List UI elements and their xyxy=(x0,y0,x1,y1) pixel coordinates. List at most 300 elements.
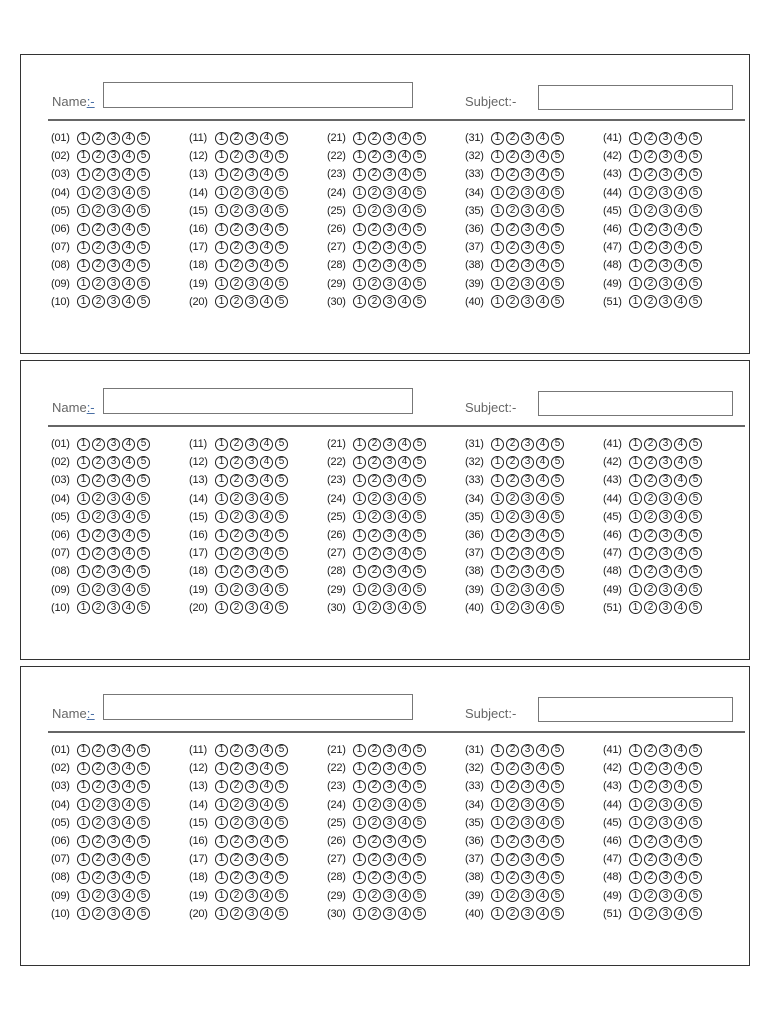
answer-bubble-2[interactable]: 2 xyxy=(230,186,243,199)
answer-bubble-2[interactable]: 2 xyxy=(368,798,381,811)
answer-bubble-4[interactable]: 4 xyxy=(398,907,411,920)
answer-bubble-1[interactable]: 1 xyxy=(629,835,642,848)
answer-bubble-4[interactable]: 4 xyxy=(536,132,549,145)
answer-bubble-5[interactable]: 5 xyxy=(137,529,150,542)
answer-bubble-3[interactable]: 3 xyxy=(383,204,396,217)
answer-bubble-1[interactable]: 1 xyxy=(491,744,504,757)
answer-bubble-4[interactable]: 4 xyxy=(674,132,687,145)
answer-bubble-5[interactable]: 5 xyxy=(551,780,564,793)
answer-bubble-2[interactable]: 2 xyxy=(230,492,243,505)
answer-bubble-1[interactable]: 1 xyxy=(77,295,90,308)
answer-bubble-3[interactable]: 3 xyxy=(245,762,258,775)
answer-bubble-3[interactable]: 3 xyxy=(659,241,672,254)
answer-bubble-2[interactable]: 2 xyxy=(230,150,243,163)
answer-bubble-2[interactable]: 2 xyxy=(92,241,105,254)
answer-bubble-2[interactable]: 2 xyxy=(230,474,243,487)
answer-bubble-2[interactable]: 2 xyxy=(92,186,105,199)
answer-bubble-1[interactable]: 1 xyxy=(77,547,90,560)
answer-bubble-4[interactable]: 4 xyxy=(260,204,273,217)
answer-bubble-4[interactable]: 4 xyxy=(536,186,549,199)
answer-bubble-4[interactable]: 4 xyxy=(536,889,549,902)
answer-bubble-2[interactable]: 2 xyxy=(368,259,381,272)
answer-bubble-5[interactable]: 5 xyxy=(275,168,288,181)
answer-bubble-3[interactable]: 3 xyxy=(659,438,672,451)
answer-bubble-4[interactable]: 4 xyxy=(398,168,411,181)
answer-bubble-4[interactable]: 4 xyxy=(398,456,411,469)
answer-bubble-4[interactable]: 4 xyxy=(536,438,549,451)
answer-bubble-1[interactable]: 1 xyxy=(491,223,504,236)
answer-bubble-4[interactable]: 4 xyxy=(122,889,135,902)
answer-bubble-4[interactable]: 4 xyxy=(122,277,135,290)
answer-bubble-4[interactable]: 4 xyxy=(536,583,549,596)
answer-bubble-5[interactable]: 5 xyxy=(551,853,564,866)
answer-bubble-4[interactable]: 4 xyxy=(398,150,411,163)
answer-bubble-5[interactable]: 5 xyxy=(275,223,288,236)
answer-bubble-1[interactable]: 1 xyxy=(629,529,642,542)
answer-bubble-1[interactable]: 1 xyxy=(353,223,366,236)
answer-bubble-4[interactable]: 4 xyxy=(674,583,687,596)
answer-bubble-5[interactable]: 5 xyxy=(275,565,288,578)
answer-bubble-1[interactable]: 1 xyxy=(491,241,504,254)
answer-bubble-1[interactable]: 1 xyxy=(215,223,228,236)
answer-bubble-4[interactable]: 4 xyxy=(260,529,273,542)
answer-bubble-1[interactable]: 1 xyxy=(491,150,504,163)
answer-bubble-1[interactable]: 1 xyxy=(629,150,642,163)
answer-bubble-1[interactable]: 1 xyxy=(353,241,366,254)
answer-bubble-3[interactable]: 3 xyxy=(659,601,672,614)
answer-bubble-5[interactable]: 5 xyxy=(689,241,702,254)
answer-bubble-5[interactable]: 5 xyxy=(689,492,702,505)
answer-bubble-1[interactable]: 1 xyxy=(629,168,642,181)
answer-bubble-1[interactable]: 1 xyxy=(77,474,90,487)
answer-bubble-1[interactable]: 1 xyxy=(353,204,366,217)
answer-bubble-3[interactable]: 3 xyxy=(245,456,258,469)
answer-bubble-2[interactable]: 2 xyxy=(230,223,243,236)
answer-bubble-4[interactable]: 4 xyxy=(398,583,411,596)
answer-bubble-1[interactable]: 1 xyxy=(491,853,504,866)
answer-bubble-5[interactable]: 5 xyxy=(551,132,564,145)
answer-bubble-4[interactable]: 4 xyxy=(122,474,135,487)
answer-bubble-2[interactable]: 2 xyxy=(368,816,381,829)
answer-bubble-2[interactable]: 2 xyxy=(368,223,381,236)
answer-bubble-4[interactable]: 4 xyxy=(536,295,549,308)
answer-bubble-1[interactable]: 1 xyxy=(491,529,504,542)
answer-bubble-5[interactable]: 5 xyxy=(689,816,702,829)
answer-bubble-5[interactable]: 5 xyxy=(551,798,564,811)
answer-bubble-3[interactable]: 3 xyxy=(659,474,672,487)
answer-bubble-3[interactable]: 3 xyxy=(245,547,258,560)
answer-bubble-5[interactable]: 5 xyxy=(137,456,150,469)
answer-bubble-3[interactable]: 3 xyxy=(107,529,120,542)
answer-bubble-3[interactable]: 3 xyxy=(659,835,672,848)
answer-bubble-5[interactable]: 5 xyxy=(137,259,150,272)
answer-bubble-1[interactable]: 1 xyxy=(215,798,228,811)
answer-bubble-2[interactable]: 2 xyxy=(368,241,381,254)
answer-bubble-3[interactable]: 3 xyxy=(521,529,534,542)
answer-bubble-4[interactable]: 4 xyxy=(674,744,687,757)
answer-bubble-2[interactable]: 2 xyxy=(506,492,519,505)
answer-bubble-5[interactable]: 5 xyxy=(137,565,150,578)
answer-bubble-2[interactable]: 2 xyxy=(92,835,105,848)
answer-bubble-3[interactable]: 3 xyxy=(383,529,396,542)
answer-bubble-5[interactable]: 5 xyxy=(413,547,426,560)
answer-bubble-5[interactable]: 5 xyxy=(275,583,288,596)
answer-bubble-3[interactable]: 3 xyxy=(245,223,258,236)
answer-bubble-4[interactable]: 4 xyxy=(122,835,135,848)
answer-bubble-3[interactable]: 3 xyxy=(521,762,534,775)
answer-bubble-5[interactable]: 5 xyxy=(413,816,426,829)
answer-bubble-1[interactable]: 1 xyxy=(215,853,228,866)
answer-bubble-5[interactable]: 5 xyxy=(689,438,702,451)
answer-bubble-4[interactable]: 4 xyxy=(260,259,273,272)
answer-bubble-2[interactable]: 2 xyxy=(644,277,657,290)
answer-bubble-5[interactable]: 5 xyxy=(275,241,288,254)
answer-bubble-4[interactable]: 4 xyxy=(536,529,549,542)
answer-bubble-4[interactable]: 4 xyxy=(674,295,687,308)
answer-bubble-2[interactable]: 2 xyxy=(506,798,519,811)
answer-bubble-5[interactable]: 5 xyxy=(413,241,426,254)
answer-bubble-5[interactable]: 5 xyxy=(689,547,702,560)
answer-bubble-1[interactable]: 1 xyxy=(629,510,642,523)
answer-bubble-3[interactable]: 3 xyxy=(659,492,672,505)
answer-bubble-2[interactable]: 2 xyxy=(230,456,243,469)
answer-bubble-1[interactable]: 1 xyxy=(353,492,366,505)
answer-bubble-5[interactable]: 5 xyxy=(689,474,702,487)
answer-bubble-5[interactable]: 5 xyxy=(551,492,564,505)
answer-bubble-5[interactable]: 5 xyxy=(275,492,288,505)
answer-bubble-1[interactable]: 1 xyxy=(629,132,642,145)
answer-bubble-1[interactable]: 1 xyxy=(353,871,366,884)
answer-bubble-3[interactable]: 3 xyxy=(383,223,396,236)
answer-bubble-5[interactable]: 5 xyxy=(551,186,564,199)
answer-bubble-2[interactable]: 2 xyxy=(644,744,657,757)
answer-bubble-1[interactable]: 1 xyxy=(629,871,642,884)
answer-bubble-5[interactable]: 5 xyxy=(413,907,426,920)
answer-bubble-3[interactable]: 3 xyxy=(107,907,120,920)
answer-bubble-5[interactable]: 5 xyxy=(275,150,288,163)
answer-bubble-4[interactable]: 4 xyxy=(260,186,273,199)
answer-bubble-3[interactable]: 3 xyxy=(383,259,396,272)
answer-bubble-1[interactable]: 1 xyxy=(353,601,366,614)
answer-bubble-4[interactable]: 4 xyxy=(122,186,135,199)
answer-bubble-5[interactable]: 5 xyxy=(413,565,426,578)
answer-bubble-2[interactable]: 2 xyxy=(230,744,243,757)
name-field[interactable] xyxy=(103,388,413,414)
answer-bubble-5[interactable]: 5 xyxy=(275,295,288,308)
answer-bubble-5[interactable]: 5 xyxy=(275,186,288,199)
answer-bubble-5[interactable]: 5 xyxy=(413,762,426,775)
answer-bubble-3[interactable]: 3 xyxy=(383,132,396,145)
answer-bubble-1[interactable]: 1 xyxy=(353,259,366,272)
answer-bubble-4[interactable]: 4 xyxy=(260,835,273,848)
answer-bubble-4[interactable]: 4 xyxy=(536,601,549,614)
answer-bubble-1[interactable]: 1 xyxy=(77,259,90,272)
answer-bubble-4[interactable]: 4 xyxy=(260,492,273,505)
answer-bubble-1[interactable]: 1 xyxy=(77,132,90,145)
answer-bubble-5[interactable]: 5 xyxy=(137,186,150,199)
answer-bubble-5[interactable]: 5 xyxy=(413,456,426,469)
answer-bubble-1[interactable]: 1 xyxy=(77,168,90,181)
answer-bubble-5[interactable]: 5 xyxy=(689,150,702,163)
answer-bubble-4[interactable]: 4 xyxy=(536,150,549,163)
answer-bubble-1[interactable]: 1 xyxy=(215,547,228,560)
answer-bubble-2[interactable]: 2 xyxy=(368,853,381,866)
answer-bubble-3[interactable]: 3 xyxy=(245,492,258,505)
answer-bubble-5[interactable]: 5 xyxy=(413,744,426,757)
answer-bubble-3[interactable]: 3 xyxy=(521,835,534,848)
answer-bubble-2[interactable]: 2 xyxy=(368,744,381,757)
answer-bubble-2[interactable]: 2 xyxy=(506,601,519,614)
answer-bubble-5[interactable]: 5 xyxy=(275,762,288,775)
answer-bubble-2[interactable]: 2 xyxy=(92,277,105,290)
answer-bubble-5[interactable]: 5 xyxy=(275,204,288,217)
answer-bubble-2[interactable]: 2 xyxy=(644,241,657,254)
answer-bubble-3[interactable]: 3 xyxy=(107,547,120,560)
answer-bubble-4[interactable]: 4 xyxy=(674,853,687,866)
answer-bubble-1[interactable]: 1 xyxy=(77,438,90,451)
answer-bubble-5[interactable]: 5 xyxy=(551,204,564,217)
answer-bubble-2[interactable]: 2 xyxy=(506,259,519,272)
answer-bubble-3[interactable]: 3 xyxy=(245,798,258,811)
answer-bubble-5[interactable]: 5 xyxy=(551,744,564,757)
answer-bubble-1[interactable]: 1 xyxy=(491,204,504,217)
answer-bubble-1[interactable]: 1 xyxy=(491,835,504,848)
answer-bubble-4[interactable]: 4 xyxy=(398,835,411,848)
answer-bubble-2[interactable]: 2 xyxy=(230,762,243,775)
answer-bubble-1[interactable]: 1 xyxy=(491,565,504,578)
answer-bubble-5[interactable]: 5 xyxy=(551,529,564,542)
answer-bubble-1[interactable]: 1 xyxy=(491,547,504,560)
answer-bubble-5[interactable]: 5 xyxy=(551,907,564,920)
answer-bubble-2[interactable]: 2 xyxy=(368,277,381,290)
answer-bubble-5[interactable]: 5 xyxy=(413,150,426,163)
answer-bubble-2[interactable]: 2 xyxy=(92,853,105,866)
answer-bubble-1[interactable]: 1 xyxy=(77,277,90,290)
answer-bubble-2[interactable]: 2 xyxy=(368,186,381,199)
answer-bubble-2[interactable]: 2 xyxy=(506,204,519,217)
answer-bubble-4[interactable]: 4 xyxy=(260,132,273,145)
answer-bubble-5[interactable]: 5 xyxy=(137,816,150,829)
answer-bubble-5[interactable]: 5 xyxy=(137,277,150,290)
answer-bubble-3[interactable]: 3 xyxy=(659,798,672,811)
answer-bubble-5[interactable]: 5 xyxy=(551,277,564,290)
answer-bubble-3[interactable]: 3 xyxy=(659,510,672,523)
subject-field[interactable] xyxy=(538,697,733,722)
answer-bubble-5[interactable]: 5 xyxy=(551,438,564,451)
answer-bubble-2[interactable]: 2 xyxy=(230,277,243,290)
answer-bubble-5[interactable]: 5 xyxy=(551,547,564,560)
answer-bubble-2[interactable]: 2 xyxy=(92,204,105,217)
answer-bubble-5[interactable]: 5 xyxy=(137,132,150,145)
answer-bubble-4[interactable]: 4 xyxy=(398,565,411,578)
answer-bubble-3[interactable]: 3 xyxy=(107,132,120,145)
answer-bubble-3[interactable]: 3 xyxy=(107,816,120,829)
answer-bubble-2[interactable]: 2 xyxy=(92,132,105,145)
answer-bubble-1[interactable]: 1 xyxy=(215,907,228,920)
answer-bubble-4[interactable]: 4 xyxy=(260,780,273,793)
answer-bubble-3[interactable]: 3 xyxy=(383,835,396,848)
answer-bubble-4[interactable]: 4 xyxy=(674,259,687,272)
answer-bubble-3[interactable]: 3 xyxy=(383,601,396,614)
answer-bubble-3[interactable]: 3 xyxy=(383,853,396,866)
answer-bubble-5[interactable]: 5 xyxy=(689,744,702,757)
answer-bubble-5[interactable]: 5 xyxy=(413,601,426,614)
answer-bubble-2[interactable]: 2 xyxy=(368,150,381,163)
answer-bubble-2[interactable]: 2 xyxy=(506,510,519,523)
answer-bubble-4[interactable]: 4 xyxy=(674,204,687,217)
answer-bubble-2[interactable]: 2 xyxy=(368,132,381,145)
answer-bubble-4[interactable]: 4 xyxy=(398,780,411,793)
answer-bubble-2[interactable]: 2 xyxy=(644,907,657,920)
answer-bubble-2[interactable]: 2 xyxy=(644,601,657,614)
answer-bubble-4[interactable]: 4 xyxy=(260,223,273,236)
answer-bubble-3[interactable]: 3 xyxy=(245,889,258,902)
answer-bubble-5[interactable]: 5 xyxy=(275,780,288,793)
answer-bubble-2[interactable]: 2 xyxy=(368,529,381,542)
answer-bubble-2[interactable]: 2 xyxy=(92,150,105,163)
answer-bubble-3[interactable]: 3 xyxy=(245,438,258,451)
answer-bubble-1[interactable]: 1 xyxy=(353,583,366,596)
answer-bubble-3[interactable]: 3 xyxy=(245,241,258,254)
answer-bubble-5[interactable]: 5 xyxy=(551,456,564,469)
answer-bubble-2[interactable]: 2 xyxy=(92,259,105,272)
answer-bubble-2[interactable]: 2 xyxy=(644,835,657,848)
answer-bubble-4[interactable]: 4 xyxy=(122,438,135,451)
subject-field[interactable] xyxy=(538,85,733,110)
answer-bubble-4[interactable]: 4 xyxy=(122,780,135,793)
answer-bubble-5[interactable]: 5 xyxy=(689,835,702,848)
answer-bubble-4[interactable]: 4 xyxy=(260,438,273,451)
answer-bubble-5[interactable]: 5 xyxy=(275,529,288,542)
answer-bubble-2[interactable]: 2 xyxy=(230,529,243,542)
answer-bubble-1[interactable]: 1 xyxy=(353,474,366,487)
answer-bubble-5[interactable]: 5 xyxy=(689,780,702,793)
answer-bubble-2[interactable]: 2 xyxy=(92,871,105,884)
answer-bubble-3[interactable]: 3 xyxy=(521,168,534,181)
answer-bubble-3[interactable]: 3 xyxy=(659,583,672,596)
answer-bubble-4[interactable]: 4 xyxy=(122,132,135,145)
answer-bubble-3[interactable]: 3 xyxy=(245,780,258,793)
answer-bubble-2[interactable]: 2 xyxy=(230,583,243,596)
answer-bubble-5[interactable]: 5 xyxy=(137,492,150,505)
answer-bubble-4[interactable]: 4 xyxy=(260,871,273,884)
answer-bubble-5[interactable]: 5 xyxy=(689,762,702,775)
answer-bubble-5[interactable]: 5 xyxy=(689,798,702,811)
answer-bubble-1[interactable]: 1 xyxy=(629,204,642,217)
answer-bubble-4[interactable]: 4 xyxy=(260,798,273,811)
answer-bubble-2[interactable]: 2 xyxy=(506,565,519,578)
answer-bubble-1[interactable]: 1 xyxy=(629,492,642,505)
answer-bubble-4[interactable]: 4 xyxy=(674,168,687,181)
answer-bubble-4[interactable]: 4 xyxy=(536,853,549,866)
answer-bubble-4[interactable]: 4 xyxy=(536,871,549,884)
answer-bubble-4[interactable]: 4 xyxy=(122,204,135,217)
answer-bubble-5[interactable]: 5 xyxy=(551,259,564,272)
answer-bubble-1[interactable]: 1 xyxy=(629,780,642,793)
answer-bubble-2[interactable]: 2 xyxy=(506,132,519,145)
answer-bubble-4[interactable]: 4 xyxy=(674,186,687,199)
answer-bubble-2[interactable]: 2 xyxy=(506,547,519,560)
answer-bubble-5[interactable]: 5 xyxy=(275,277,288,290)
answer-bubble-5[interactable]: 5 xyxy=(275,510,288,523)
answer-bubble-2[interactable]: 2 xyxy=(368,456,381,469)
answer-bubble-3[interactable]: 3 xyxy=(245,565,258,578)
answer-bubble-5[interactable]: 5 xyxy=(275,744,288,757)
answer-bubble-4[interactable]: 4 xyxy=(674,780,687,793)
answer-bubble-5[interactable]: 5 xyxy=(413,529,426,542)
answer-bubble-1[interactable]: 1 xyxy=(215,456,228,469)
answer-bubble-3[interactable]: 3 xyxy=(383,510,396,523)
answer-bubble-2[interactable]: 2 xyxy=(644,510,657,523)
answer-bubble-5[interactable]: 5 xyxy=(275,601,288,614)
answer-bubble-3[interactable]: 3 xyxy=(521,150,534,163)
answer-bubble-1[interactable]: 1 xyxy=(491,168,504,181)
answer-bubble-4[interactable]: 4 xyxy=(260,744,273,757)
answer-bubble-2[interactable]: 2 xyxy=(230,241,243,254)
answer-bubble-3[interactable]: 3 xyxy=(383,871,396,884)
answer-bubble-2[interactable]: 2 xyxy=(368,762,381,775)
answer-bubble-1[interactable]: 1 xyxy=(215,132,228,145)
answer-bubble-1[interactable]: 1 xyxy=(629,223,642,236)
answer-bubble-4[interactable]: 4 xyxy=(260,456,273,469)
answer-bubble-2[interactable]: 2 xyxy=(368,295,381,308)
answer-bubble-4[interactable]: 4 xyxy=(260,583,273,596)
answer-bubble-2[interactable]: 2 xyxy=(368,168,381,181)
answer-bubble-4[interactable]: 4 xyxy=(536,456,549,469)
answer-bubble-3[interactable]: 3 xyxy=(521,186,534,199)
answer-bubble-4[interactable]: 4 xyxy=(398,277,411,290)
answer-bubble-2[interactable]: 2 xyxy=(92,295,105,308)
answer-bubble-3[interactable]: 3 xyxy=(107,601,120,614)
answer-bubble-2[interactable]: 2 xyxy=(92,438,105,451)
answer-bubble-4[interactable]: 4 xyxy=(260,168,273,181)
answer-bubble-3[interactable]: 3 xyxy=(245,186,258,199)
answer-bubble-2[interactable]: 2 xyxy=(368,780,381,793)
answer-bubble-2[interactable]: 2 xyxy=(92,492,105,505)
answer-bubble-1[interactable]: 1 xyxy=(77,241,90,254)
answer-bubble-1[interactable]: 1 xyxy=(491,798,504,811)
answer-bubble-3[interactable]: 3 xyxy=(107,259,120,272)
answer-bubble-4[interactable]: 4 xyxy=(674,889,687,902)
answer-bubble-1[interactable]: 1 xyxy=(77,816,90,829)
answer-bubble-1[interactable]: 1 xyxy=(215,583,228,596)
answer-bubble-1[interactable]: 1 xyxy=(77,583,90,596)
answer-bubble-3[interactable]: 3 xyxy=(659,907,672,920)
answer-bubble-4[interactable]: 4 xyxy=(398,259,411,272)
answer-bubble-3[interactable]: 3 xyxy=(107,871,120,884)
answer-bubble-3[interactable]: 3 xyxy=(245,907,258,920)
answer-bubble-2[interactable]: 2 xyxy=(230,168,243,181)
answer-bubble-2[interactable]: 2 xyxy=(230,853,243,866)
answer-bubble-1[interactable]: 1 xyxy=(629,907,642,920)
answer-bubble-1[interactable]: 1 xyxy=(629,853,642,866)
answer-bubble-3[interactable]: 3 xyxy=(107,186,120,199)
answer-bubble-3[interactable]: 3 xyxy=(521,204,534,217)
answer-bubble-5[interactable]: 5 xyxy=(413,259,426,272)
answer-bubble-1[interactable]: 1 xyxy=(353,456,366,469)
answer-bubble-1[interactable]: 1 xyxy=(215,277,228,290)
answer-bubble-3[interactable]: 3 xyxy=(521,295,534,308)
answer-bubble-1[interactable]: 1 xyxy=(77,601,90,614)
answer-bubble-2[interactable]: 2 xyxy=(92,780,105,793)
name-field[interactable] xyxy=(103,82,413,108)
answer-bubble-3[interactable]: 3 xyxy=(107,780,120,793)
answer-bubble-3[interactable]: 3 xyxy=(521,223,534,236)
answer-bubble-1[interactable]: 1 xyxy=(215,529,228,542)
answer-bubble-1[interactable]: 1 xyxy=(629,474,642,487)
answer-bubble-2[interactable]: 2 xyxy=(506,456,519,469)
answer-bubble-2[interactable]: 2 xyxy=(644,132,657,145)
